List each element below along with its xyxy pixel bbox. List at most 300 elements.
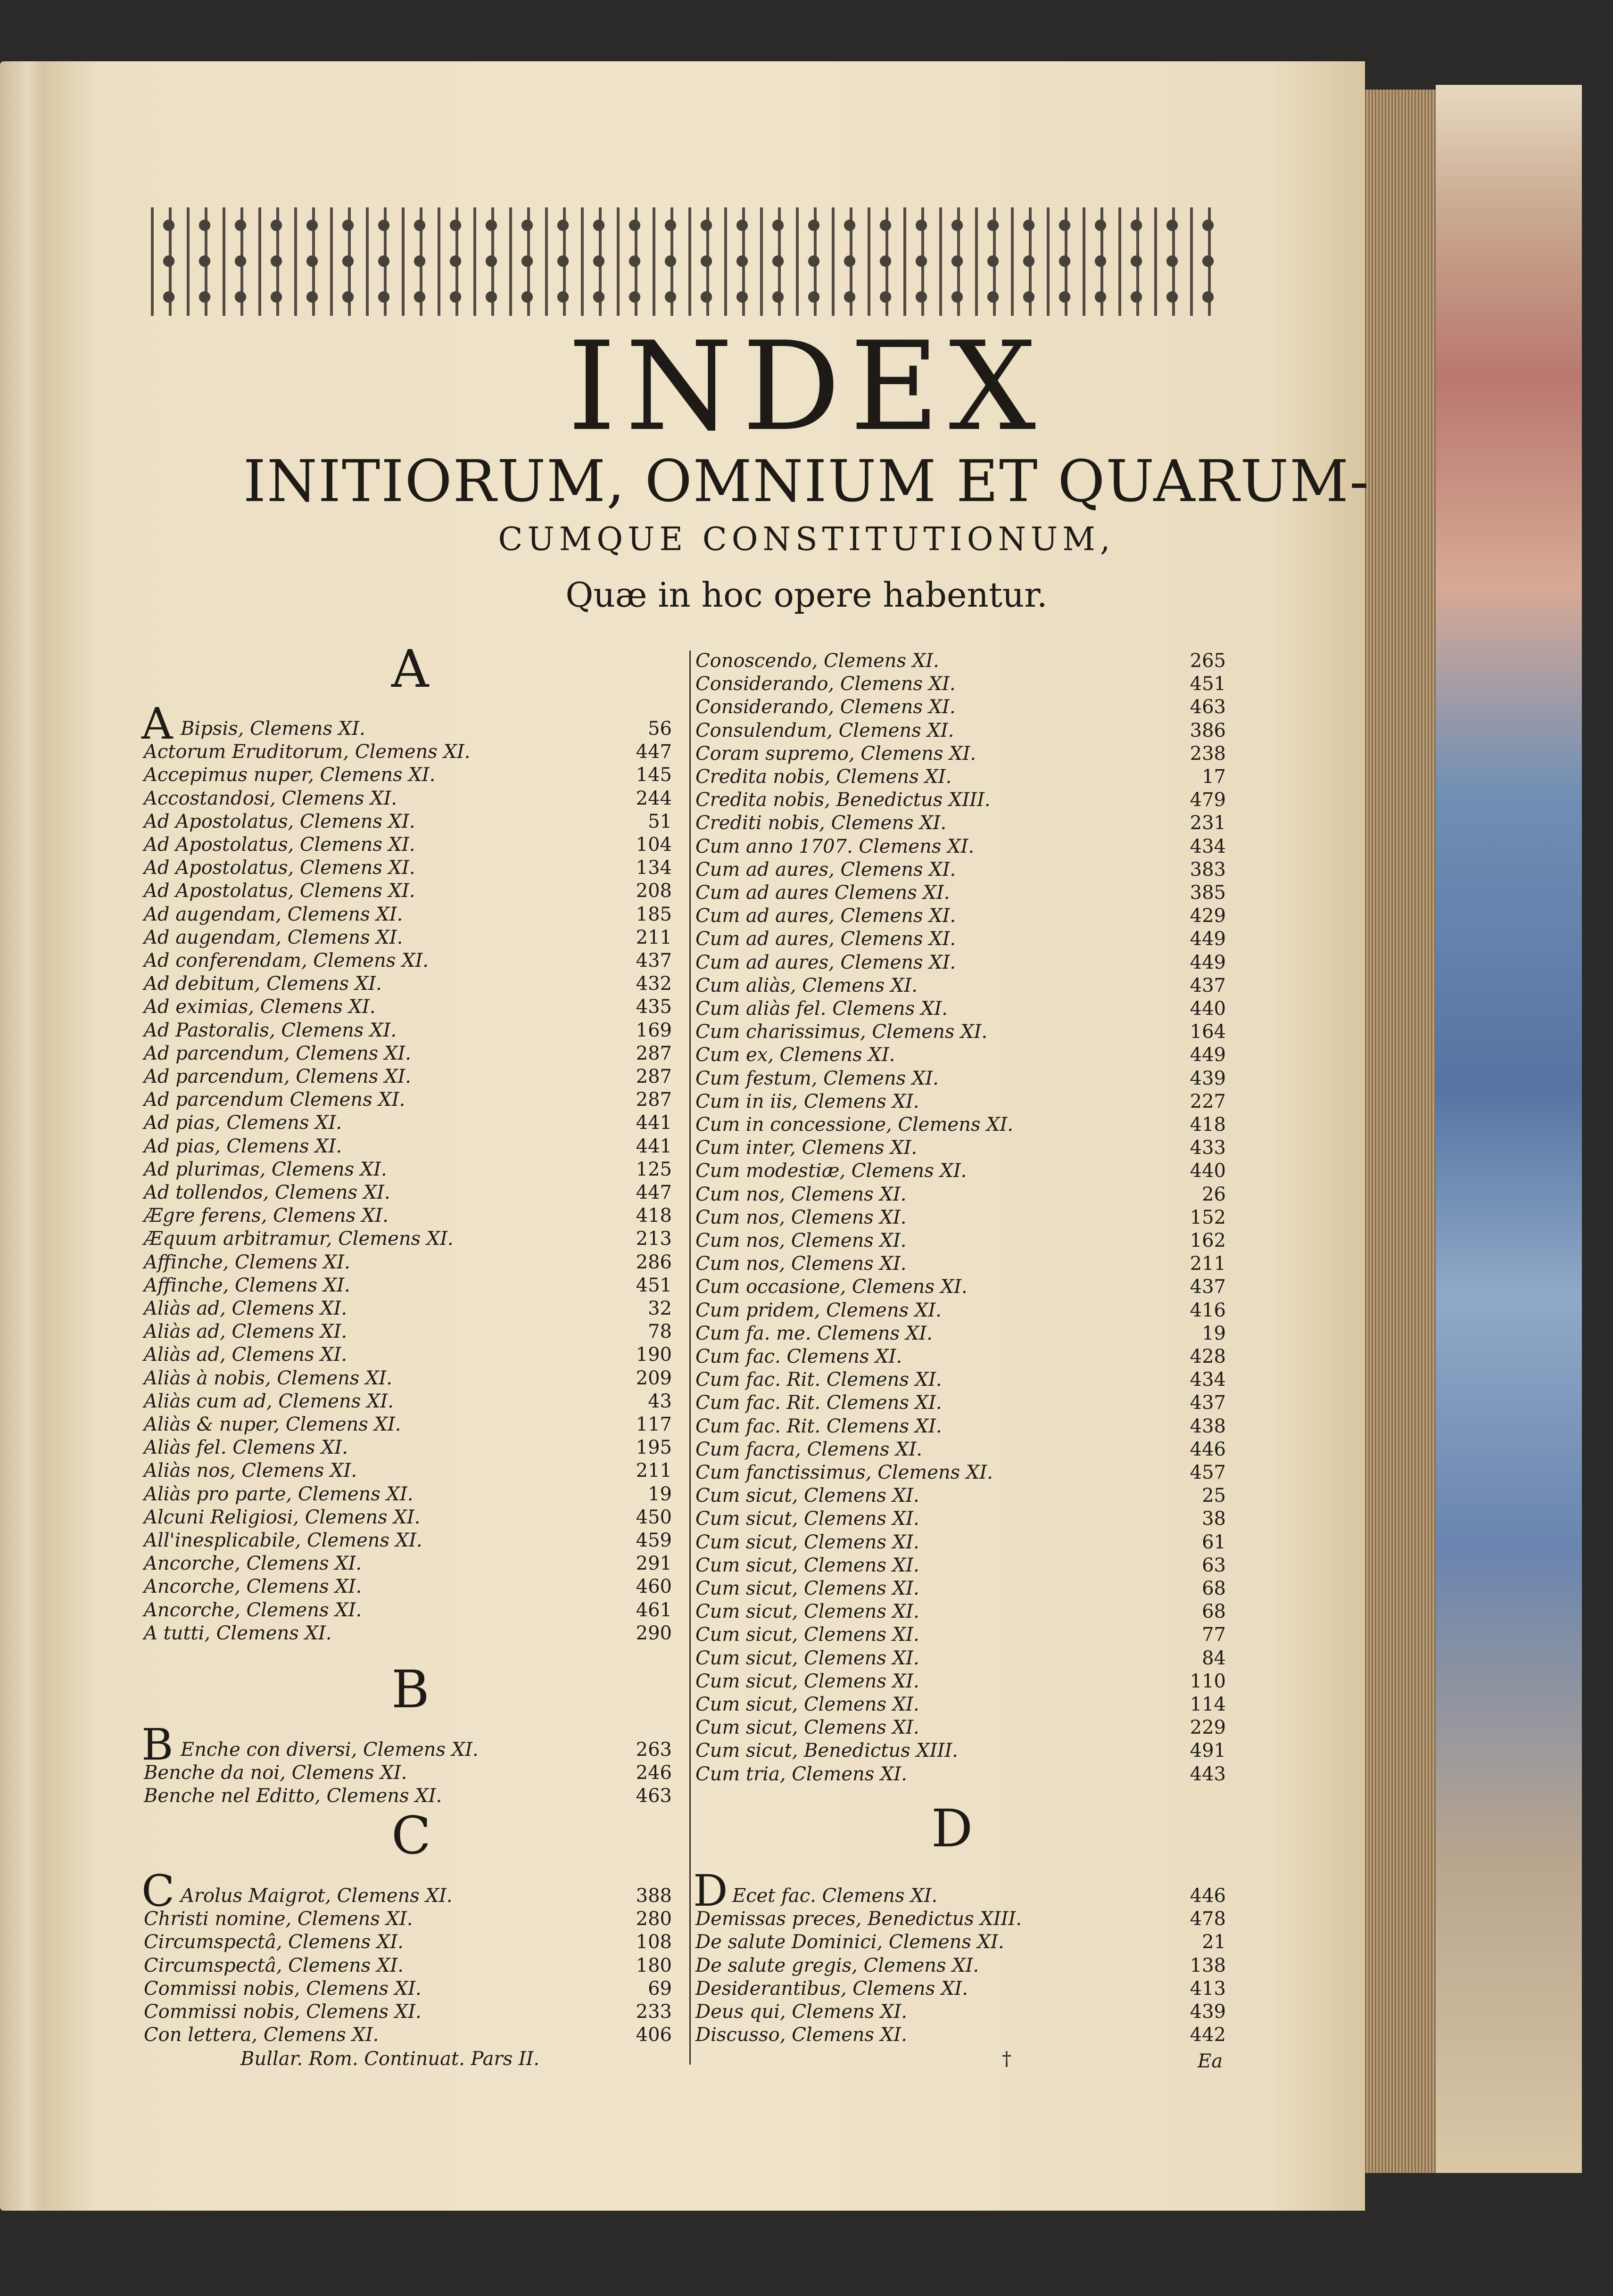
entry-incipit: Demissas preces, Benedictus XIII. [695, 1908, 1022, 1930]
entry-page-number: 84 [1202, 1647, 1226, 1669]
entry-incipit: Ancorche, Clemens XI. [144, 1553, 362, 1575]
entry-page-number: 438 [1190, 1415, 1226, 1437]
entry-incipit: Cum sicut, Clemens XI. [695, 1554, 919, 1576]
entry-page-number: 441 [636, 1112, 672, 1134]
entry-incipit: Commissi nobis, Clemens XI. [144, 2001, 422, 2023]
entry-page-number: 440 [1190, 1160, 1226, 1182]
entry-incipit: Cum nos, Clemens XI. [695, 1253, 907, 1275]
index-entry [695, 650, 1226, 672]
entry-page-number: 286 [636, 1251, 672, 1273]
index-entry [144, 810, 672, 833]
entry-page-number: 69 [648, 1977, 672, 2000]
index-entry [144, 972, 672, 995]
index-entry [144, 1575, 672, 1598]
section-letter-c: C [391, 1805, 431, 1866]
entry-page-number: 450 [636, 1506, 672, 1528]
index-entry [144, 1367, 672, 1390]
dagger-mark: † [1002, 2048, 1011, 2070]
entry-page-number: 208 [636, 880, 672, 902]
drop-capital: B [141, 1720, 174, 1770]
entry-page-number: 110 [1190, 1670, 1226, 1692]
index-entry [695, 1229, 1226, 1252]
index-entry [144, 1042, 672, 1065]
entry-incipit: Ad pias, Clemens XI. [144, 1112, 342, 1134]
index-entry [144, 1088, 672, 1111]
entry-incipit: Commissi nobis, Clemens XI. [144, 1977, 422, 2000]
entry-page-number: 437 [636, 950, 672, 971]
entry-incipit: Cum modestiæ, Clemens XI. [695, 1160, 967, 1182]
entry-incipit: Cum festum, Clemens XI. [695, 1067, 939, 1089]
entry-page-number: 138 [1190, 1954, 1226, 1976]
index-entry [144, 949, 672, 972]
entry-incipit: Conoscendo, Clemens XI. [695, 650, 939, 672]
entry-incipit: Cum sicut, Clemens XI. [695, 1601, 919, 1623]
entry-incipit: Benche da noi, Clemens XI. [144, 1762, 407, 1784]
entry-page-number: 209 [636, 1367, 672, 1389]
index-entry [144, 1977, 672, 2000]
entry-page-number: 449 [1190, 1044, 1226, 1066]
entry-page-number: 460 [636, 1576, 672, 1598]
entry-page-number: 287 [636, 1066, 672, 1087]
entry-page-number: 439 [1190, 1067, 1226, 1089]
index-entry [141, 1720, 672, 1770]
entry-page-number: 434 [1190, 1369, 1226, 1391]
entry-page-number: 433 [1190, 1137, 1226, 1159]
entry-incipit: Ad augendam, Clemens XI. [144, 903, 403, 925]
entry-incipit: Credita nobis, Benedictus XIII. [695, 789, 991, 811]
entry-incipit: Æquum arbitramur, Clemens XI. [144, 1228, 454, 1250]
entry-incipit: C Arolus Maigrot, Clemens XI. [141, 1866, 453, 1916]
entry-incipit: Con lettera, Clemens XI. [144, 2024, 379, 2046]
entry-incipit: Cum anno 1707. Clemens XI. [695, 835, 975, 857]
entry-incipit: Ad pias, Clemens XI. [144, 1135, 342, 1157]
entry-page-number: 461 [636, 1599, 672, 1621]
entry-incipit: Cum nos, Clemens XI. [695, 1206, 907, 1228]
entry-page-number: 287 [636, 1089, 672, 1111]
entry-incipit: Cum fanctissimus, Clemens XI. [695, 1462, 993, 1483]
entry-incipit: Affinche, Clemens XI. [144, 1274, 350, 1296]
entry-page-number: 265 [1190, 650, 1226, 672]
index-entry [695, 765, 1226, 788]
index-entry [695, 789, 1226, 811]
entry-incipit: Aliàs & nuper, Clemens XI. [144, 1414, 401, 1435]
column-divider [689, 650, 691, 2065]
entry-incipit: Cum sicut, Clemens XI. [695, 1694, 919, 1715]
entry-page-number: 428 [1190, 1346, 1226, 1367]
index-entry [695, 2000, 1226, 2023]
entry-page-number: 280 [636, 1908, 672, 1930]
entry-incipit: Desiderantibus, Clemens XI. [695, 1977, 968, 2000]
entry-incipit: Ad Pastoralis, Clemens XI. [144, 1019, 397, 1041]
entry-page-number: 227 [1190, 1090, 1226, 1112]
index-entry [695, 905, 1226, 927]
index-entry [695, 1206, 1226, 1229]
index-entry [144, 1251, 672, 1274]
entry-page-number: 291 [636, 1553, 672, 1575]
index-entry [695, 742, 1226, 765]
entry-page-number: 125 [636, 1158, 672, 1180]
entry-page-number: 17 [1202, 766, 1226, 788]
index-entry [695, 1368, 1226, 1391]
entry-incipit: Cum nos, Clemens XI. [695, 1230, 907, 1251]
entry-incipit: Aliàs fel. Clemens XI. [144, 1437, 348, 1459]
entry-incipit: Deus qui, Clemens XI. [695, 2001, 908, 2023]
index-entry [141, 699, 672, 749]
entry-incipit: Cum sicut, Clemens XI. [695, 1624, 919, 1646]
page-title: INDEX [567, 316, 1046, 458]
index-entry [144, 880, 672, 902]
entry-incipit: Cum aliàs, Clemens XI. [695, 974, 918, 996]
index-entry [695, 997, 1226, 1020]
entry-incipit: Consulendum, Clemens XI. [695, 719, 954, 741]
entry-page-number: 437 [1190, 1276, 1226, 1298]
index-entry [144, 1761, 672, 1784]
index-entry [144, 1390, 672, 1413]
index-entry [144, 1785, 672, 1807]
entry-incipit: Ægre ferens, Clemens XI. [144, 1205, 389, 1227]
entry-page-number: 463 [1190, 696, 1226, 718]
entry-incipit: A Bipsis, Clemens XI. [141, 699, 365, 749]
entry-incipit: All'inesplicabile, Clemens XI. [144, 1530, 422, 1551]
entry-page-number: 117 [636, 1414, 672, 1435]
entry-page-number: 195 [636, 1437, 672, 1459]
entry-page-number: 43 [648, 1390, 672, 1412]
entry-incipit: Cum in concessione, Clemens XI. [695, 1114, 1014, 1136]
entry-incipit: Cum sicut, Clemens XI. [695, 1578, 919, 1599]
entry-incipit: Cum sicut, Clemens XI. [695, 1670, 919, 1692]
entry-incipit: Crediti nobis, Clemens XI. [695, 812, 947, 834]
entry-page-number: 229 [1190, 1717, 1226, 1739]
entry-incipit: Ad parcendum, Clemens XI. [144, 1066, 412, 1087]
entry-incipit: Coram supremo, Clemens XI. [695, 742, 976, 765]
entry-incipit: Aliàs cum ad, Clemens XI. [144, 1390, 394, 1412]
entry-incipit: Cum fac. Rit. Clemens XI. [695, 1415, 942, 1437]
subtitle-line-3: Quæ in hoc opere habentur. [565, 575, 1048, 615]
index-entry [693, 1866, 1226, 1916]
entry-page-number: 437 [1190, 974, 1226, 996]
entry-incipit: De salute gregis, Clemens XI. [695, 1954, 979, 1976]
subtitle-line-1: INITIORUM, OMNIUM ET QUARUM- [243, 448, 1370, 515]
entry-incipit: Cum ad aures, Clemens XI. [695, 905, 956, 927]
entry-page-number: 68 [1202, 1601, 1226, 1623]
index-entry [144, 996, 672, 1018]
entry-page-number: 459 [636, 1530, 672, 1551]
entry-page-number: 19 [648, 1483, 672, 1505]
entry-incipit: Cum fac. Rit. Clemens XI. [695, 1369, 942, 1391]
index-entry [695, 1763, 1226, 1786]
entry-incipit: Ad debitum, Clemens XI. [144, 973, 382, 995]
entry-incipit: Aliàs à nobis, Clemens XI. [144, 1367, 392, 1389]
entry-page-number: 244 [636, 787, 672, 809]
index-entry [695, 1623, 1226, 1646]
index-entry [144, 1343, 672, 1366]
entry-page-number: 104 [636, 834, 672, 856]
index-entry [695, 1415, 1226, 1438]
entry-page-number: 114 [1190, 1694, 1226, 1715]
index-entry [695, 1160, 1226, 1182]
entry-page-number: 440 [1190, 998, 1226, 1020]
entry-incipit: Aliàs nos, Clemens XI. [144, 1460, 357, 1482]
index-entry [695, 1136, 1226, 1159]
entry-page-number: 418 [636, 1205, 672, 1227]
entry-page-number: 78 [648, 1321, 672, 1343]
index-entry [695, 858, 1226, 881]
section-letter-b: B [391, 1659, 430, 1720]
entry-incipit: Ad tollendos, Clemens XI. [144, 1182, 390, 1203]
index-entry [144, 2000, 672, 2023]
entry-incipit: Accepimus nuper, Clemens XI. [144, 764, 436, 786]
entry-incipit: Cum fa. me. Clemens XI. [695, 1322, 933, 1344]
entry-page-number: 443 [1190, 1763, 1226, 1785]
index-entry [144, 1019, 672, 1042]
entry-page-number: 386 [1190, 719, 1226, 741]
entry-page-number: 185 [636, 903, 672, 925]
entry-incipit: A tutti, Clemens XI. [144, 1622, 332, 1644]
index-entry [695, 1670, 1226, 1693]
entry-page-number: 437 [1190, 1392, 1226, 1414]
entry-page-number: 108 [636, 1931, 672, 1953]
index-entry [695, 1977, 1226, 2000]
index-entry [695, 1484, 1226, 1507]
entry-page-number: 413 [1190, 1977, 1226, 2000]
entry-incipit: Cum charissimus, Clemens XI. [695, 1021, 988, 1043]
entry-page-number: 290 [636, 1622, 672, 1644]
index-entry [695, 1067, 1226, 1090]
index-entry [144, 1459, 672, 1482]
entry-page-number: 231 [1190, 812, 1226, 834]
entry-incipit: Credita nobis, Clemens XI. [695, 766, 952, 788]
entry-incipit: Cum sicut, Benedictus XIII. [695, 1740, 958, 1762]
entry-page-number: 26 [1202, 1183, 1226, 1205]
subtitle-line-2: CUMQUE CONSTITUTIONUM, [498, 521, 1115, 558]
index-entry [695, 1739, 1226, 1762]
index-entry [144, 1227, 672, 1250]
entry-incipit: Cum facra, Clemens XI. [695, 1438, 923, 1460]
entry-page-number: 383 [1190, 858, 1226, 881]
index-entry [144, 1320, 672, 1343]
index-entry [144, 1297, 672, 1320]
index-entry [695, 1044, 1226, 1066]
entry-page-number: 491 [1190, 1740, 1226, 1762]
entry-page-number: 180 [636, 1954, 672, 1976]
index-entry [695, 1299, 1226, 1322]
entry-page-number: 434 [1190, 835, 1226, 857]
entry-page-number: 233 [636, 2001, 672, 2023]
entry-page-number: 478 [1190, 1908, 1226, 1930]
entry-page-number: 432 [636, 973, 672, 995]
entry-page-number: 463 [636, 1785, 672, 1807]
index-entry [695, 1090, 1226, 1113]
entry-incipit: D Ecet fac. Clemens XI. [693, 1866, 938, 1916]
entry-incipit: Ad plurimas, Clemens XI. [144, 1158, 387, 1180]
entry-page-number: 429 [1190, 905, 1226, 927]
entry-incipit: Ad parcendum, Clemens XI. [144, 1042, 412, 1064]
index-entry [144, 1483, 672, 1506]
entry-incipit: Aliàs pro parte, Clemens XI. [144, 1483, 414, 1505]
index-entry [144, 1111, 672, 1134]
entry-incipit: Cum fac. Rit. Clemens XI. [695, 1392, 942, 1414]
entry-incipit: Cum ad aures Clemens XI. [695, 882, 950, 904]
entry-page-number: 441 [636, 1135, 672, 1157]
entry-incipit: Cum nos, Clemens XI. [695, 1183, 907, 1205]
entry-page-number: 449 [1190, 951, 1226, 973]
index-entry [144, 1622, 672, 1645]
index-entry [695, 1693, 1226, 1716]
entry-incipit: Ad Apostolatus, Clemens XI. [144, 810, 415, 832]
index-entry [144, 1908, 672, 1930]
index-entry [144, 1181, 672, 1204]
drop-capital: D [693, 1866, 728, 1916]
entry-page-number: 162 [1190, 1230, 1226, 1251]
entry-incipit: Considerando, Clemens XI. [695, 673, 956, 695]
entry-page-number: 63 [1202, 1554, 1226, 1576]
entry-page-number: 479 [1190, 789, 1226, 811]
entry-incipit: Cum ad aures, Clemens XI. [695, 928, 956, 950]
entry-page-number: 451 [636, 1274, 672, 1296]
index-entry [144, 741, 672, 763]
entry-incipit: Cum fac. Clemens XI. [695, 1346, 902, 1367]
entry-incipit: Cum sicut, Clemens XI. [695, 1647, 919, 1669]
entry-page-number: 164 [1190, 1021, 1226, 1043]
entry-incipit: Cum sicut, Clemens XI. [695, 1717, 919, 1739]
index-entry [144, 1204, 672, 1227]
index-entry [695, 1931, 1226, 1953]
index-entry [695, 1577, 1226, 1600]
entry-page-number: 32 [648, 1298, 672, 1319]
entry-page-number: 446 [1190, 1438, 1226, 1460]
index-entry [695, 673, 1226, 695]
entry-page-number: 439 [1190, 2001, 1226, 2023]
drop-capital: C [141, 1866, 175, 1916]
entry-incipit: Ad augendam, Clemens XI. [144, 926, 403, 948]
entry-incipit: Cum sicut, Clemens XI. [695, 1531, 919, 1553]
entry-incipit: Cum sicut, Clemens XI. [695, 1508, 919, 1530]
index-entry [144, 2024, 672, 2046]
index-entry [695, 1020, 1226, 1043]
entry-page-number: 418 [1190, 1114, 1226, 1136]
entry-page-number: 263 [636, 1739, 672, 1761]
entry-page-number: 152 [1190, 1206, 1226, 1228]
index-entry [144, 1529, 672, 1552]
index-entry [144, 1599, 672, 1621]
entry-incipit: Cum ad aures, Clemens XI. [695, 858, 956, 881]
entry-incipit: Circumspectâ, Clemens XI. [144, 1954, 404, 1976]
ornamental-header-band [151, 207, 1226, 316]
index-entry [144, 1436, 672, 1459]
entry-page-number: 19 [1202, 1322, 1226, 1344]
entry-page-number: 451 [1190, 673, 1226, 695]
index-entry [695, 1908, 1226, 1930]
entry-incipit: Aliàs ad, Clemens XI. [144, 1298, 347, 1319]
entry-page-number: 449 [1190, 928, 1226, 950]
entry-page-number: 25 [1202, 1485, 1226, 1507]
index-entry [144, 926, 672, 949]
index-entry [144, 1506, 672, 1529]
index-entry [695, 1507, 1226, 1530]
entry-incipit: Circumspectâ, Clemens XI. [144, 1931, 404, 1953]
entry-page-number: 169 [636, 1019, 672, 1041]
entry-incipit: Cum aliàs fel. Clemens XI. [695, 998, 948, 1020]
section-letter-d: D [931, 1798, 973, 1859]
entry-incipit: Ad Apostolatus, Clemens XI. [144, 857, 415, 879]
index-entry [695, 1716, 1226, 1739]
index-entry [144, 1552, 672, 1575]
entry-incipit: Accostandosi, Clemens XI. [144, 787, 397, 809]
entry-incipit: Alcuni Religiosi, Clemens XI. [144, 1506, 421, 1528]
index-entry [144, 903, 672, 926]
index-entry [144, 1931, 672, 1953]
entry-page-number: 68 [1202, 1578, 1226, 1599]
index-entry [695, 1461, 1226, 1484]
index-entry [695, 1438, 1226, 1461]
entry-incipit: Cum tria, Clemens XI. [695, 1763, 907, 1785]
entry-incipit: Actorum Eruditorum, Clemens XI. [144, 741, 471, 763]
entry-incipit: Cum pridem, Clemens XI. [695, 1299, 942, 1321]
index-entry [695, 696, 1226, 718]
entry-page-number: 388 [636, 1885, 672, 1907]
entry-page-number: 406 [636, 2024, 672, 2046]
entry-incipit: Ad parcendum Clemens XI. [144, 1089, 405, 1111]
entry-page-number: 238 [1190, 742, 1226, 765]
entry-page-number: 442 [1190, 2024, 1226, 2046]
entry-page-number: 211 [636, 926, 672, 948]
entry-page-number: 446 [1190, 1885, 1226, 1907]
index-entry [695, 951, 1226, 974]
index-entry [695, 2024, 1226, 2046]
entry-page-number: 61 [1202, 1531, 1226, 1553]
index-entry [144, 764, 672, 786]
entry-incipit: Benche nel Editto, Clemens XI. [144, 1785, 442, 1807]
entry-incipit: Aliàs ad, Clemens XI. [144, 1321, 347, 1343]
entry-page-number: 190 [636, 1344, 672, 1366]
index-entry [695, 881, 1226, 904]
entry-incipit: Cum inter, Clemens XI. [695, 1137, 918, 1159]
index-entry [695, 1276, 1226, 1298]
entry-incipit: Ad eximias, Clemens XI. [144, 996, 376, 1018]
entry-incipit: Aliàs ad, Clemens XI. [144, 1344, 347, 1366]
index-entry [695, 1531, 1226, 1554]
entry-incipit: Ad Apostolatus, Clemens XI. [144, 880, 415, 902]
catchword: Ea [1198, 2050, 1223, 2072]
index-entry [695, 719, 1226, 742]
entry-page-number: 287 [636, 1042, 672, 1064]
entry-page-number: 211 [1190, 1253, 1226, 1275]
index-entry [695, 974, 1226, 997]
signature-line: Bullar. Rom. Continuat. Pars II. [240, 2048, 540, 2070]
entry-page-number: 246 [636, 1762, 672, 1784]
entry-page-number: 51 [648, 810, 672, 832]
index-entry [695, 1322, 1226, 1345]
index-entry [144, 1954, 672, 1977]
index-entry [144, 833, 672, 856]
entry-incipit: Ad conferendam, Clemens XI. [144, 950, 429, 971]
entry-incipit: De salute Dominici, Clemens XI. [695, 1931, 1004, 1953]
entry-incipit: Christi nomine, Clemens XI. [144, 1908, 413, 1930]
index-entry [144, 1065, 672, 1088]
entry-page-number: 213 [636, 1228, 672, 1250]
index-entry [144, 1274, 672, 1297]
entry-page-number: 211 [636, 1460, 672, 1482]
entry-page-number: 435 [636, 996, 672, 1018]
index-entry [695, 1391, 1226, 1414]
entry-incipit: Cum in iis, Clemens XI. [695, 1090, 919, 1112]
index-entry [695, 1600, 1226, 1623]
index-entry [144, 1413, 672, 1436]
index-entry [695, 1554, 1226, 1577]
entry-incipit: Ancorche, Clemens XI. [144, 1576, 362, 1598]
index-entry [144, 856, 672, 879]
index-entry [695, 812, 1226, 834]
